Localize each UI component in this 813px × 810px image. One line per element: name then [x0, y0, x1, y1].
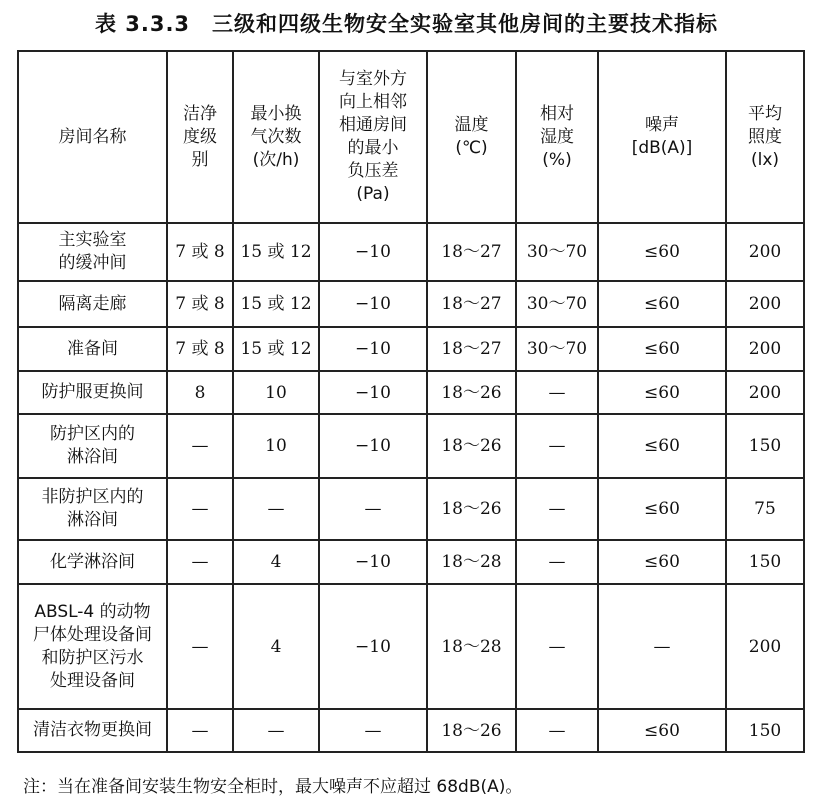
cell-line: 淋浴间	[67, 510, 118, 530]
table-row	[18, 414, 804, 478]
table-note: 注：当在准备间安装生物安全柜时，最大噪声不应超过 68dB(A)。	[23, 777, 523, 797]
table-row	[18, 223, 804, 281]
cell-line: 负压差	[347, 161, 399, 181]
cell-line: 相通房间	[339, 115, 407, 135]
value-cell: 15 或 12	[233, 327, 319, 371]
value-cell: —	[233, 709, 319, 752]
value-cell: —	[233, 478, 319, 540]
technical-indicators-table	[17, 50, 805, 753]
room-name-cell	[18, 223, 167, 281]
value-cell: 18～27	[427, 327, 516, 371]
room-name-cell	[18, 709, 167, 752]
table-row	[18, 371, 804, 414]
room-name-cell	[18, 584, 167, 709]
value-cell: ≤60	[598, 281, 726, 327]
value-cell: 200	[726, 327, 804, 371]
header-room-name	[18, 51, 167, 223]
value-cell: 7 或 8	[167, 281, 233, 327]
cell-line: 非防护区内的	[41, 487, 144, 507]
cell-line: 与室外方	[339, 69, 407, 89]
value-cell: 150	[726, 540, 804, 584]
cell-line: [dB(A)]	[631, 138, 693, 158]
value-cell: 200	[726, 223, 804, 281]
value-cell: 8	[167, 371, 233, 414]
value-cell: —	[319, 478, 427, 540]
value-cell: 10	[233, 371, 319, 414]
header-noise	[598, 51, 726, 223]
value-cell: ≤60	[598, 478, 726, 540]
value-cell: —	[516, 414, 598, 478]
value-cell: —	[598, 584, 726, 709]
value-cell: —	[516, 371, 598, 414]
value-cell: —	[516, 584, 598, 709]
header-temperature	[427, 51, 516, 223]
cell-line: 清洁衣物更换间	[33, 720, 152, 740]
value-cell: 30～70	[516, 327, 598, 371]
value-cell: 18～26	[427, 371, 516, 414]
header-cleanliness	[167, 51, 233, 223]
value-cell: 18～28	[427, 584, 516, 709]
header-pressure-diff	[319, 51, 427, 223]
room-name-cell	[18, 327, 167, 371]
cell-line: 气次数	[250, 126, 302, 147]
cell-line: 主实验室	[58, 230, 127, 250]
table-row	[18, 281, 804, 327]
value-cell: —	[167, 478, 233, 540]
table-row	[18, 709, 804, 752]
value-cell: —	[319, 709, 427, 752]
value-cell: 18～27	[427, 223, 516, 281]
value-cell: 150	[726, 414, 804, 478]
cell-line: 洁净	[183, 103, 217, 124]
room-name-cell	[18, 371, 167, 414]
cell-line: (Pa)	[356, 184, 390, 204]
value-cell: 200	[726, 371, 804, 414]
value-cell: —	[167, 540, 233, 584]
value-cell: —	[167, 414, 233, 478]
value-cell: 7 或 8	[167, 223, 233, 281]
value-cell: 18～26	[427, 414, 516, 478]
value-cell: 200	[726, 281, 804, 327]
value-cell: ≤60	[598, 540, 726, 584]
table-row	[18, 540, 804, 584]
value-cell: —	[516, 709, 598, 752]
cell-line: 的缓冲间	[58, 253, 127, 273]
value-cell: —	[516, 540, 598, 584]
cell-line: (lx)	[750, 149, 780, 170]
cell-line: 湿度	[540, 126, 574, 147]
value-cell: ≤60	[598, 223, 726, 281]
cell-line: 别	[191, 149, 209, 170]
value-cell: 75	[726, 478, 804, 540]
value-cell: ≤60	[598, 414, 726, 478]
value-cell: −10	[319, 584, 427, 709]
header-row	[18, 51, 804, 223]
cell-line: 化学淋浴间	[50, 551, 135, 572]
value-cell: 10	[233, 414, 319, 478]
cell-line: ABSL-4 的动物	[34, 601, 151, 622]
cell-line: 温度	[454, 115, 489, 135]
cell-line: (次/h)	[252, 149, 300, 170]
room-name-cell	[18, 478, 167, 540]
header-illuminance	[726, 51, 804, 223]
cell-line: 最小换	[250, 103, 302, 124]
value-cell: —	[516, 478, 598, 540]
value-cell: 200	[726, 584, 804, 709]
value-cell: 18～26	[427, 478, 516, 540]
cell-line: 防护区内的	[50, 424, 135, 444]
cell-line: 防护服更换间	[41, 382, 144, 402]
cell-line: 相对	[540, 103, 574, 124]
value-cell: −10	[319, 414, 427, 478]
value-cell: 15 或 12	[233, 223, 319, 281]
value-cell: −10	[319, 223, 427, 281]
cell-line: 向上相邻	[339, 92, 407, 112]
value-cell: 15 或 12	[233, 281, 319, 327]
cell-line: (%)	[542, 149, 572, 170]
cell-line: 房间名称	[58, 126, 127, 147]
value-cell: −10	[319, 540, 427, 584]
value-cell: —	[167, 709, 233, 752]
value-cell: 18～28	[427, 540, 516, 584]
value-cell: —	[167, 584, 233, 709]
value-cell: 18～26	[427, 709, 516, 752]
value-cell: 18～27	[427, 281, 516, 327]
table-row	[18, 327, 804, 371]
value-cell: 4	[233, 584, 319, 709]
value-cell: −10	[319, 371, 427, 414]
table-title: 表 3.3.3 三级和四级生物安全实验室其他房间的主要技术指标	[94, 12, 719, 36]
cell-line: 准备间	[67, 338, 118, 359]
cell-line: 隔离走廊	[58, 293, 127, 314]
cell-line: 平均	[748, 103, 782, 124]
value-cell: 150	[726, 709, 804, 752]
room-name-cell	[18, 414, 167, 478]
value-cell: −10	[319, 281, 427, 327]
cell-line: 噪声	[645, 115, 679, 135]
cell-line: 处理设备间	[50, 670, 135, 691]
cell-line: 照度	[748, 126, 782, 147]
value-cell: 4	[233, 540, 319, 584]
value-cell: 30～70	[516, 281, 598, 327]
cell-line: (℃)	[455, 138, 488, 158]
cell-line: 度级	[183, 126, 217, 147]
value-cell: ≤60	[598, 371, 726, 414]
header-humidity	[516, 51, 598, 223]
value-cell: ≤60	[598, 709, 726, 752]
room-name-cell	[18, 540, 167, 584]
table-row	[18, 478, 804, 540]
cell-line: 和防护区污水	[41, 647, 144, 668]
value-cell: 7 或 8	[167, 327, 233, 371]
cell-line: 淋浴间	[67, 447, 118, 467]
header-air-changes	[233, 51, 319, 223]
value-cell: 30～70	[516, 223, 598, 281]
cell-line: 尸体处理设备间	[33, 624, 152, 645]
value-cell: −10	[319, 327, 427, 371]
table-row	[18, 584, 804, 709]
room-name-cell	[18, 281, 167, 327]
cell-line: 的最小	[347, 138, 399, 158]
value-cell: ≤60	[598, 327, 726, 371]
